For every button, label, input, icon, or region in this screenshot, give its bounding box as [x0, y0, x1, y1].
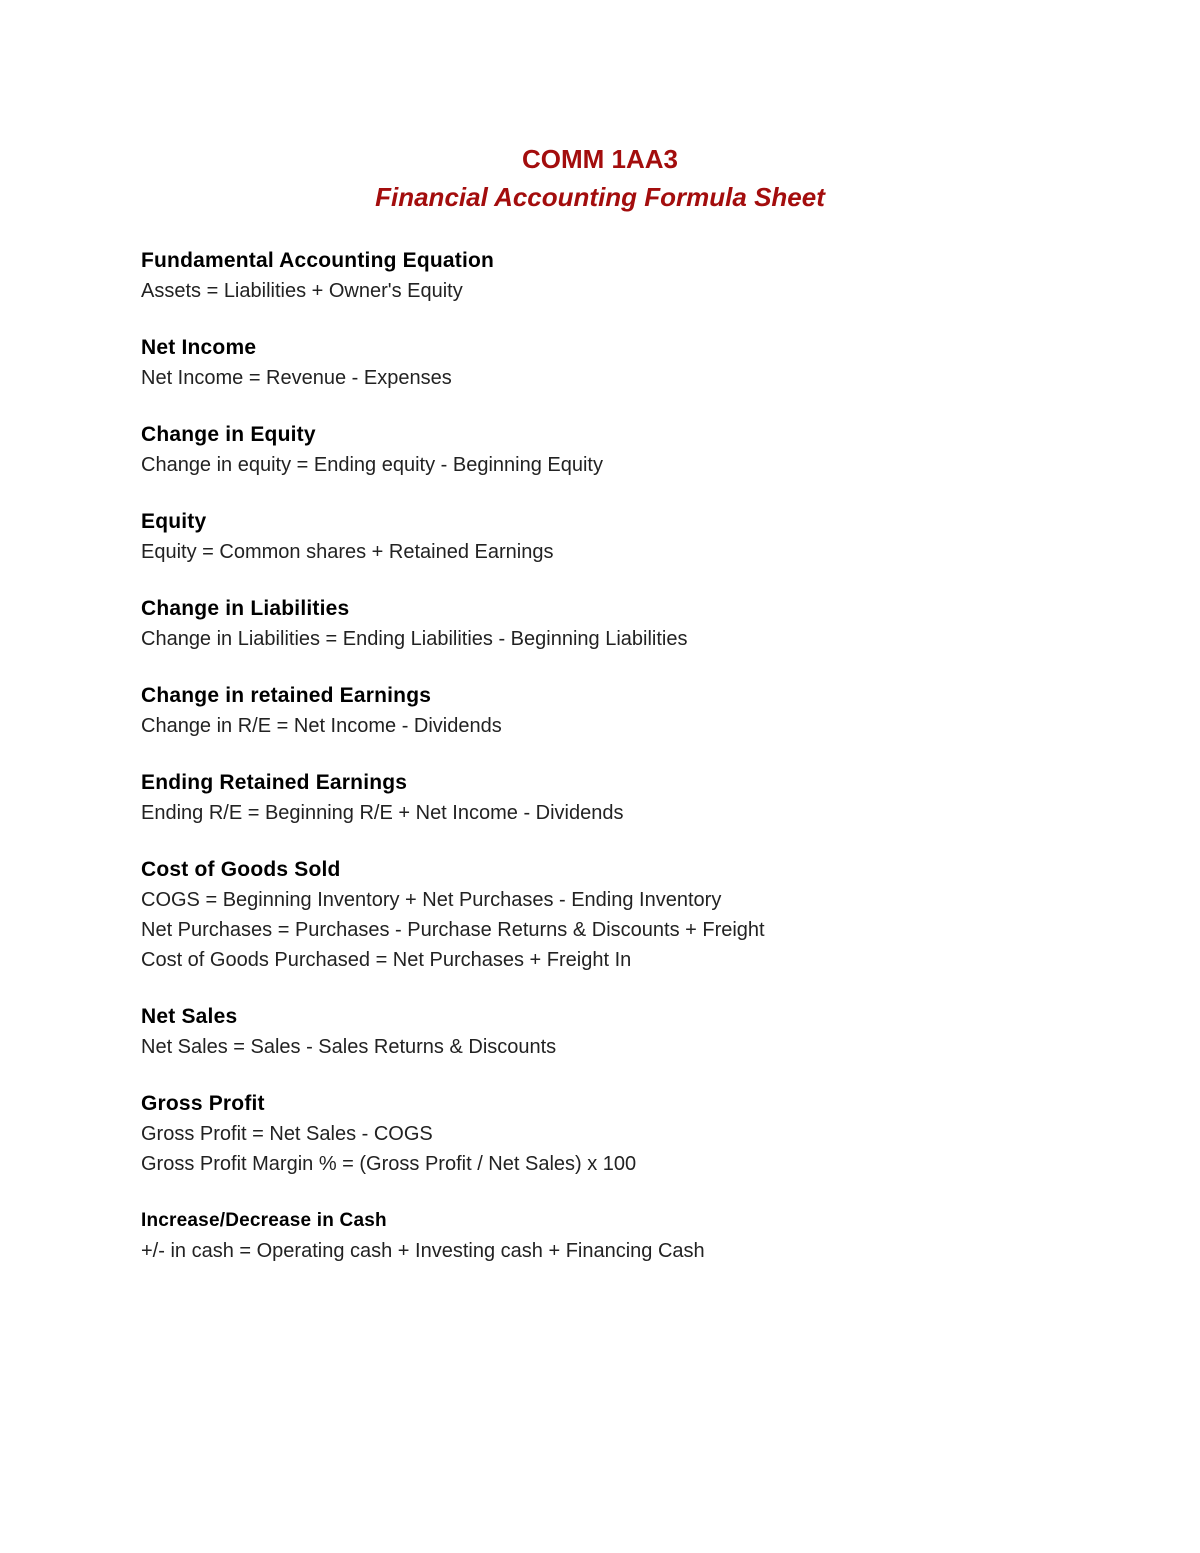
formula-sections: [141, 246, 1141, 1293]
section-heading: Net Income: [141, 336, 257, 359]
formula-line: Net Sales = Sales - Sales Returns & Discounts: [141, 1036, 557, 1058]
formula-section: [141, 681, 1141, 741]
formula-line: Cost of Goods Purchased = Net Purchases + Freight In: [141, 949, 632, 971]
formula-line: Change in Liabilities = Ending Liabilities - Beginning Liabilities: [141, 628, 688, 650]
section-heading: Net Sales: [141, 1005, 238, 1028]
section-heading: Fundamental Accounting Equation: [141, 249, 495, 272]
formula-line: Equity = Common shares + Retained Earnings: [141, 541, 554, 563]
formula-section: [141, 768, 1141, 828]
section-heading: Change in Liabilities: [141, 597, 350, 620]
section-heading: Equity: [141, 510, 207, 533]
section-heading: Increase/Decrease in Cash: [141, 1210, 387, 1231]
formula-line: Gross Profit Margin % = (Gross Profit / Net Sales) x 100: [141, 1153, 637, 1175]
formula-line: Assets = Liabilities + Owner's Equity: [141, 280, 463, 302]
formula-section: [141, 333, 1141, 393]
formula-line: Net Income = Revenue - Expenses: [141, 367, 452, 389]
formula-section: [141, 420, 1141, 480]
section-heading: Ending Retained Earnings: [141, 771, 408, 794]
title-block: [0, 140, 1200, 216]
formula-line: Change in R/E = Net Income - Dividends: [141, 715, 502, 737]
formula-line: Change in equity = Ending equity - Beginning Equity: [141, 454, 603, 476]
formula-section: [141, 1002, 1141, 1062]
formula-section: [141, 507, 1141, 567]
formula-line: +/- in cash = Operating cash + Investing cash + Financing Cash: [141, 1240, 705, 1262]
section-heading: Cost of Goods Sold: [141, 858, 341, 881]
formula-line: Net Purchases = Purchases - Purchase Returns & Discounts + Freight: [141, 919, 765, 941]
section-heading: Change in Equity: [141, 423, 316, 446]
formula-section: [141, 1206, 1141, 1266]
formula-line: Gross Profit = Net Sales - COGS: [141, 1123, 433, 1145]
section-heading: Change in retained Earnings: [141, 684, 432, 707]
formula-section: [141, 855, 1141, 975]
section-heading: Gross Profit: [141, 1092, 265, 1115]
course-code: COMM 1AA3: [521, 144, 678, 174]
formula-section: [141, 1089, 1141, 1179]
formula-line: Ending R/E = Beginning R/E + Net Income - Dividends: [141, 802, 624, 824]
formula-section: [141, 594, 1141, 654]
formula-line: COGS = Beginning Inventory + Net Purchases - Ending Inventory: [141, 889, 722, 911]
formula-section: [141, 246, 1141, 306]
document-title: Financial Accounting Formula Sheet: [375, 182, 825, 212]
